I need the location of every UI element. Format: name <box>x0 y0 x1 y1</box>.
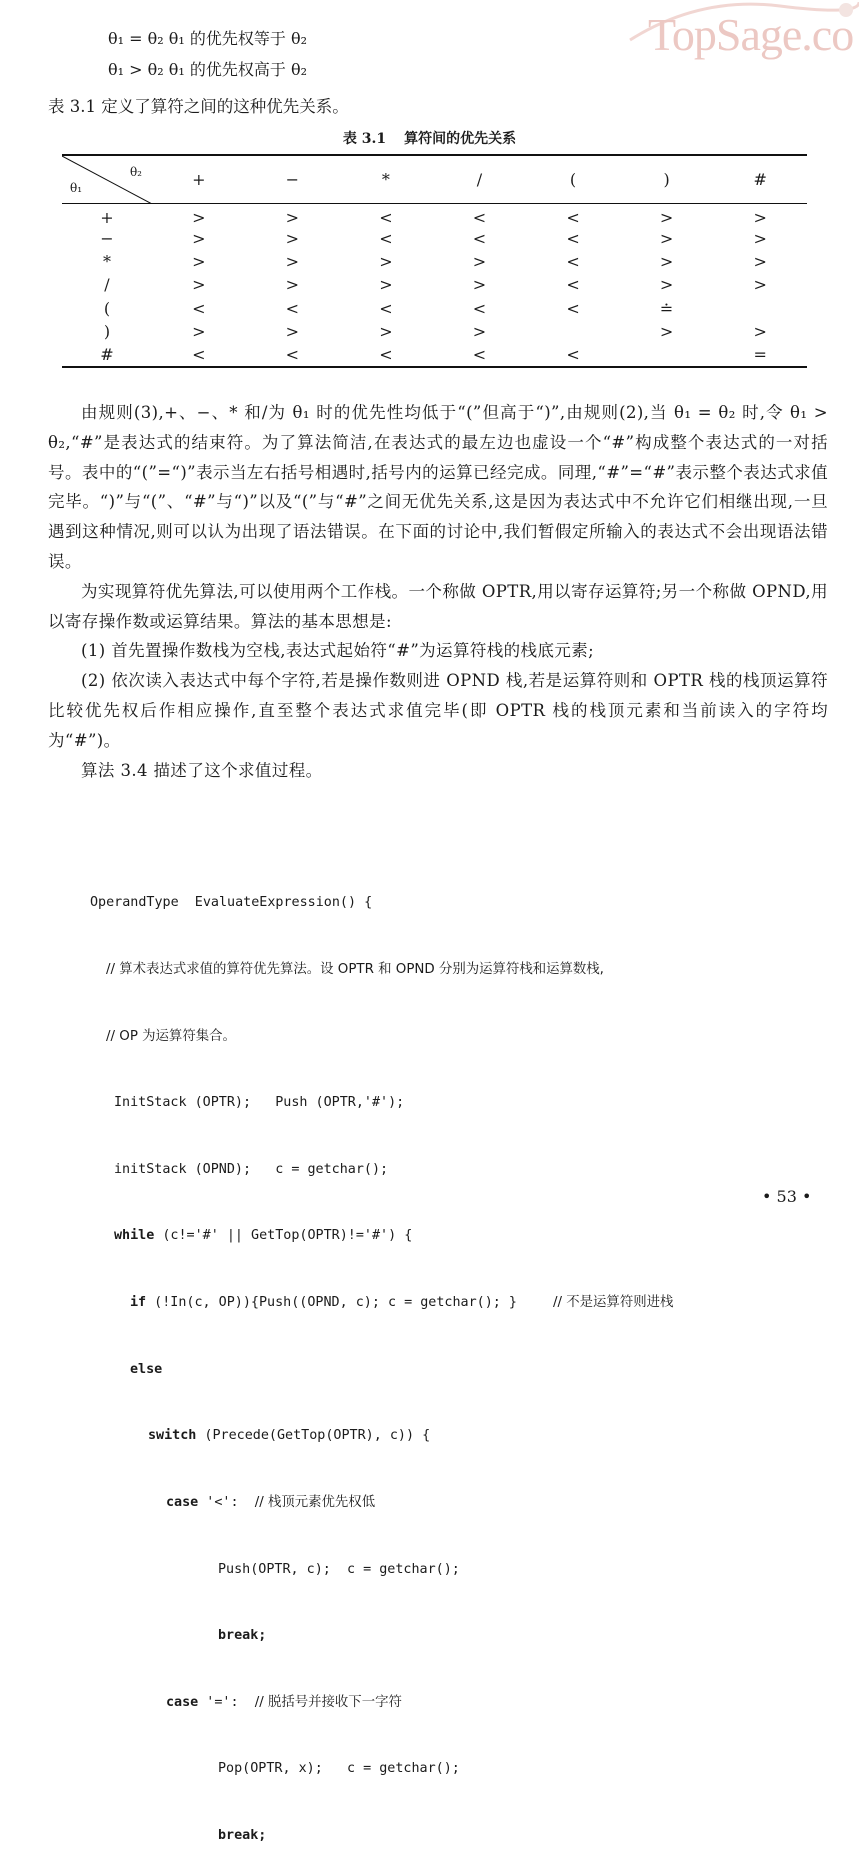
table-cell: < <box>379 228 393 248</box>
table-cell: > <box>379 322 393 342</box>
code-keyword: break; <box>218 1628 267 1644</box>
table-cell: > <box>659 275 674 295</box>
column-header: + <box>192 169 206 189</box>
table-cell: > <box>659 228 674 248</box>
table-row <box>62 227 807 250</box>
table-cell: > <box>192 207 206 227</box>
table-cell: = <box>753 345 767 365</box>
column-header: * <box>381 169 390 189</box>
algorithm-code-block <box>90 848 810 1869</box>
column-header: # <box>753 169 767 189</box>
table-cell: < <box>566 207 580 227</box>
definition-equal: θ₁ = θ₂ θ₁ 的优先权等于 θ₂ <box>108 29 308 48</box>
table-header-row <box>62 155 807 203</box>
code-line <box>90 1292 810 1314</box>
intro-sentence: 表 3.1 定义了算符之间的这种优先关系。 <box>48 97 349 116</box>
table-corner-cell <box>62 155 152 203</box>
code-keyword: if <box>130 1295 147 1311</box>
table-cell: > <box>753 322 767 342</box>
code-fragment: (Precede(GetTop(OPTR), c)) { <box>196 1428 431 1444</box>
table-cell: < <box>472 345 487 365</box>
code-comment: // 脱括号并接收下一字符 <box>254 1694 402 1710</box>
corner-label-theta1: θ₁ <box>70 180 83 195</box>
table-cell: < <box>566 228 580 248</box>
table-cell: > <box>659 322 674 342</box>
table-caption-number: 表 3.1 <box>342 131 387 147</box>
row-header: / <box>104 275 110 295</box>
table-cell: > <box>379 275 393 295</box>
table-cell: > <box>753 275 767 295</box>
table-cell: < <box>566 298 580 318</box>
table-cell <box>620 343 714 366</box>
code-keyword: else <box>130 1361 163 1377</box>
table-cell: < <box>566 345 580 365</box>
table-cell: < <box>472 298 487 318</box>
table-cell: < <box>379 345 393 365</box>
table-cell <box>713 297 807 320</box>
table-row <box>62 297 807 320</box>
code-line <box>90 1225 810 1247</box>
precedence-table <box>62 154 807 368</box>
table-cell <box>526 320 620 343</box>
table-cell: > <box>659 207 674 227</box>
table-cell: < <box>285 345 300 365</box>
code-comment: // OP 为运算符集合。 <box>106 1028 236 1044</box>
code-line: Push(OPTR, c); c = getchar(); <box>218 1561 460 1577</box>
code-line: initStack (OPND); c = getchar(); <box>114 1161 389 1177</box>
row-header: ) <box>103 322 111 342</box>
table-cell: > <box>753 228 767 248</box>
row-header: * <box>103 252 111 272</box>
table-cell: > <box>285 207 300 227</box>
table-caption-title: 算符间的优先关系 <box>404 131 517 147</box>
code-fragment: (!In(c, OP)){Push((OPND, c); c = getchar(); } <box>146 1295 517 1311</box>
table-cell: < <box>566 252 580 272</box>
code-comment: // 栈顶元素优先权低 <box>254 1494 376 1510</box>
code-keyword: while <box>114 1228 155 1244</box>
table-cell: > <box>285 228 300 248</box>
table-cell: > <box>192 228 206 248</box>
table-cell: > <box>285 252 300 272</box>
table-cell: > <box>472 275 487 295</box>
table-cell: < <box>285 298 300 318</box>
table-cell: > <box>192 275 206 295</box>
page-number: • 53 • <box>762 1187 812 1206</box>
column-header: / <box>476 169 483 189</box>
paragraph-algorithm-ref: 算法 3.4 描述了这个求值过程。 <box>81 760 323 780</box>
table-row <box>62 273 807 296</box>
definition-greater: θ₁ > θ₂ θ₁ 的优先权高于 θ₂ <box>108 60 308 79</box>
code-comment: // 算术表达式求值的算符优先算法。设 OPTR 和 OPND 分别为运算符栈和运算数栈, <box>106 962 604 978</box>
table-cell: > <box>753 207 767 227</box>
table-row <box>62 250 807 273</box>
table-cell: < <box>472 228 487 248</box>
row-header: ( <box>103 298 111 318</box>
row-header: + <box>100 207 114 227</box>
paragraph-step-1: (1) 首先置操作数栈为空栈,表达式起始符“#”为运算符栈的栈底元素; <box>81 641 595 661</box>
paragraph-step-2: (2) 依次读入表达式中每个字符,若是操作数则进 OPND 栈,若是运算符则和 OPTR 栈的栈顶运算符比较优先权后作相应操作,直至整个表达式求值完毕(即 OPTR 栈的栈顶元素和当前读入的字符均为“#”)。 <box>48 671 828 750</box>
table-cell: > <box>192 322 206 342</box>
row-header: # <box>100 345 114 365</box>
code-fragment: '<': <box>198 1494 255 1510</box>
column-header: ) <box>663 169 670 189</box>
code-comment: // 不是运算符则进栈 <box>552 1295 674 1311</box>
table-cell: > <box>472 322 487 342</box>
table-row <box>62 343 807 366</box>
column-header: ( <box>569 169 577 189</box>
code-fragment: '=': <box>198 1694 255 1710</box>
corner-label-theta2: θ₂ <box>129 165 142 179</box>
code-line <box>90 1425 810 1447</box>
table-cell: > <box>285 275 300 295</box>
table-cell: ≐ <box>659 298 674 318</box>
table-cell: > <box>659 252 674 272</box>
code-keyword: case <box>166 1494 199 1510</box>
code-fragment: (c!='#' || GetTop(OPTR)!='#') { <box>154 1228 413 1244</box>
code-line: InitStack (OPTR); Push (OPTR,'#'); <box>114 1095 405 1111</box>
table-cell: < <box>566 275 580 295</box>
code-keyword: switch <box>148 1428 197 1444</box>
table-cell: < <box>192 345 206 365</box>
paragraph-rules: 由规则(3),+、−、* 和/为 θ₁ 时的优先性均低于“(”但高于“)”,由规则(2),当 θ₁ = θ₂ 时,令 θ₁ > θ₂,“#”是表达式的结束符。为了算法简洁,在表达式的最左边也虚设一个“#”构成整个表达式的一对括号。表中的“(”=“)”表示当左右括号相遇时,括号内的运算已经完成。同理,“#”=“#”表示整个表达式求值完毕。“)”与“(”、“#”与“)”以及“(”与“#”之间无优先关系,这是因为表达式中不允许它们相继出现,一旦遇到这种情况,则可以认为出现了语法错误。在下面的讨论中,我们暂假定所输入的表达式不会出现语法错误。 <box>48 403 828 571</box>
code-line <box>90 1692 810 1714</box>
row-header: − <box>100 228 114 248</box>
table-cell: < <box>192 298 206 318</box>
paragraph-stacks: 为实现算符优先算法,可以使用两个工作栈。一个称做 OPTR,用以寄存运算符;另一个称做 OPND,用以寄存操作数或运算结果。算法的基本思想是: <box>48 581 828 631</box>
table-cell: > <box>753 252 767 272</box>
table-cell: > <box>192 252 206 272</box>
table-caption <box>0 128 859 148</box>
table-row <box>62 320 807 343</box>
code-keyword: break; <box>218 1827 267 1843</box>
column-header: − <box>285 169 300 189</box>
watermark: TopSage.co <box>648 9 854 60</box>
table-cell: < <box>472 207 487 227</box>
table-cell: > <box>472 252 487 272</box>
code-line: Pop(OPTR, x); c = getchar(); <box>218 1761 460 1777</box>
code-keyword: case <box>166 1694 199 1710</box>
table-cell: > <box>379 252 393 272</box>
table-cell: < <box>379 298 393 318</box>
explanation-text <box>48 398 828 785</box>
table-cell: > <box>285 322 300 342</box>
code-line <box>90 1492 810 1514</box>
table-cell: < <box>379 207 393 227</box>
table-row <box>62 203 807 227</box>
code-line: OperandType EvaluateExpression() { <box>90 895 373 911</box>
